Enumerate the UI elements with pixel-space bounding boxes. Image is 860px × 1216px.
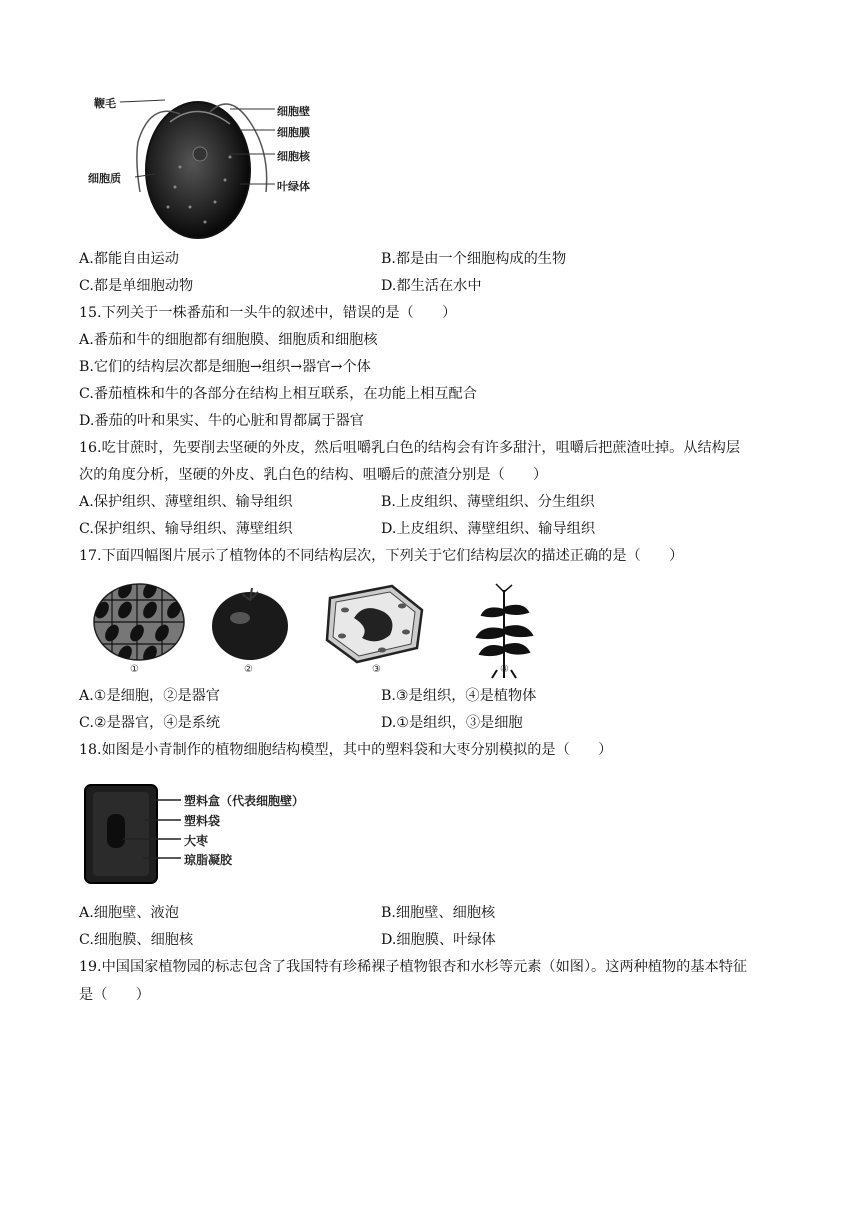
figure-number-1: ①: [130, 664, 139, 675]
label-cell-membrane: 细胞膜: [277, 126, 310, 139]
figure-number-3: ③: [372, 664, 381, 675]
q16-option-a: A.保护组织、薄壁组织、输导组织: [79, 494, 293, 510]
figure-number-4: ④: [500, 664, 509, 675]
figure-number-2: ②: [244, 664, 253, 675]
q18-option-b: B.细胞壁、细胞核: [381, 905, 496, 921]
q16-option-d: D.上皮组织、薄壁组织、输导组织: [381, 521, 596, 537]
label-plastic-bag: 塑料袋: [184, 814, 221, 828]
q19-stem-line2: 是（ ）: [79, 987, 150, 1003]
q16-option-b: B.上皮组织、薄壁组织、分生组织: [381, 494, 595, 510]
q18-option-a: A.细胞壁、液泡: [79, 905, 179, 921]
q15-option-b: B.它们的结构层次都是细胞→组织→器官→个体: [79, 359, 371, 375]
q15-stem: 15.下列关于一株番茄和一头牛的叙述中，错误的是（ ）: [79, 305, 457, 321]
q18-stem: 18.如图是小青制作的植物细胞结构模型，其中的塑料袋和大枣分别模拟的是（ ）: [79, 742, 613, 758]
euglena-figure: [80, 82, 325, 242]
q14-option-d: D.都生活在水中: [381, 278, 482, 294]
q18-option-d: D.细胞膜、叶绿体: [381, 932, 496, 948]
q16-option-c: C.保护组织、输导组织、薄壁组织: [79, 521, 293, 537]
q14-option-c: C.都是单细胞动物: [79, 278, 194, 294]
label-flagellum: 鞭毛: [94, 97, 116, 110]
label-cell-wall: 细胞壁: [277, 105, 310, 118]
q17-figures: [92, 580, 562, 680]
q18-option-c: C.细胞膜、细胞核: [79, 932, 194, 948]
label-agar-gel: 琼脂凝胶: [184, 853, 233, 867]
q15-option-c: C.番茄植株和牛的各部分在结构上相互联系，在功能上相互配合: [79, 386, 477, 402]
label-cytoplasm: 细胞质: [88, 172, 121, 185]
q17-stem: 17.下面四幅图片展示了植物体的不同结构层次，下列关于它们结构层次的描述正确的是（ ）: [79, 548, 684, 564]
cell-model-figure: [83, 782, 343, 888]
q19-stem-line1: 19.中国国家植物园的标志包含了我国特有珍稀裸子植物银杏和水杉等元素（如图）。这两种植物的基本特征: [79, 959, 748, 975]
q17-option-b: B.③是组织，④是植物体: [381, 688, 537, 704]
q14-option-a: A.都能自由运动: [79, 251, 179, 267]
q17-option-a: A.①是细胞，②是器官: [79, 688, 220, 704]
q14-option-b: B.都是由一个细胞构成的生物: [381, 251, 567, 267]
q15-option-d: D.番茄的叶和果实、牛的心脏和胃都属于器官: [79, 413, 364, 429]
label-plastic-box: 塑料盒（代表细胞壁）: [184, 794, 305, 808]
q16-stem-line1: 16.吃甘蔗时，先要削去坚硬的外皮，然后咀嚼乳白色的结构会有许多甜汁，咀嚼后把蔗渣吐掉。从结构层: [79, 440, 741, 456]
label-chloroplast: 叶绿体: [277, 180, 310, 193]
q15-option-a: A.番茄和牛的细胞都有细胞膜、细胞质和细胞核: [79, 332, 378, 348]
q17-drawing: [92, 580, 562, 680]
q16-stem-line2: 次的角度分析，坚硬的外皮、乳白色的结构、咀嚼后的蔗渣分别是（ ）: [79, 467, 548, 483]
q17-option-d: D.①是组织，③是细胞: [381, 715, 523, 731]
label-jujube: 大枣: [184, 834, 209, 848]
label-nucleus: 细胞核: [277, 150, 310, 163]
q17-option-c: C.②是器官，④是系统: [79, 715, 221, 731]
